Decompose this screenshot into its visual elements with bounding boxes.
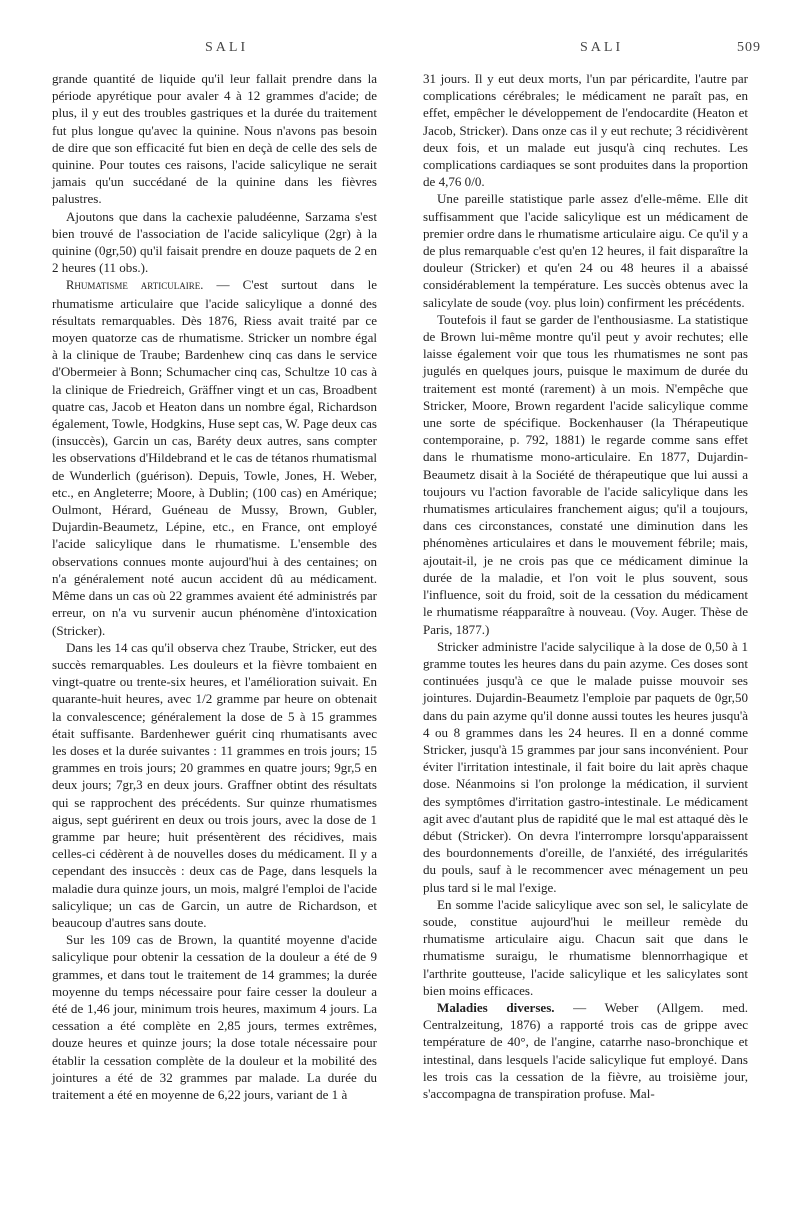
paragraph: Dans les 14 cas qu'il observa chez Traube, Stricker, eut des succès remarquables. Les douleurs et la fièvre tombaient en vingt-quatre ou trente-six heures, et l'amélioration suivait. En quarante-huit heures, avec 1/2 gramme par heure on obtenait la convalescence; généralement la dose de 5 à 15 grammes était suffisante. Bardenhewer guérit cinq rhumatisants avec les doses et la durée suivantes : 11 grammes en trois jours; 15 grammes en trois jours; 20 grammes en quatre jours; 9gr,5 en deux jours; 7gr,3 en deux jours. Graffner obtint des résultats qui se rapprochent des précédents. Sur quinze rhumatismes aigus, sept guérirent en deux ou trois jours, avec la dose de 1 gramme par heure; huit présentèrent des récidives, mais celles-ci cédèrent à de nouvelles doses du médicament. Il y a cependant des insuccès : deux cas de Page, dans lesquels la maladie dura quinze jours, un mois, malgré l'emploi de l'acide salicylique; un cas de Garcin, un autre de Richardson, et beaucoup d'autres sans doute. bbox=[52, 639, 377, 930]
running-head-left: SALI bbox=[205, 40, 249, 55]
paragraph: Sur les 109 cas de Brown, la quantité moyenne d'acide salicylique pour obtenir la cessation de la douleur a été de 9 grammes, et dans tout le traitement de 14 grammes; la durée moyenne du temps nécessaire pour faire cesser la douleur a été de 1,46 jour, minimum trois heures, maximum 4 jours. La cessation a été complète en 2,85 jours, termes extrêmes, douze heures et quinze jours; la dose totale nécessaire pour établir la cessation complète de la douleur et la mobilité des jointures a été de 32 grammes par malade. La durée du traitement a été en moyenne de 6,22 jours, variant de 1 à bbox=[52, 932, 377, 1102]
paragraph: grande quantité de liquide qu'il leur fallait prendre dans la période apyrétique pour avaler 4 à 12 grammes d'acide; de plus, il y eut des troubles gastriques et la durée du traitement fut plus longue qu'avec la quinine. Nous n'avons pas besoin de dire que son efficacité fut bien en deçà de celle des sels de quinine. Pour toutes ces raisons, l'acide salicylique ne serait jamais qu'un succédané de la quinine dans les fièvres palustres. bbox=[52, 71, 377, 207]
paragraph: Ajoutons que dans la cachexie paludéenne, Sarzama s'est bien trouvé de l'association de l'acide salicylique (2gr) à la quinine (0gr,50) qu'il faisait prendre en douze paquets de 2 en 2 heures (11 obs.). bbox=[52, 208, 377, 276]
paragraph: 31 jours. Il y eut deux morts, l'un par péricardite, l'autre par complications cérébrales; le médicament ne paraît pas, en effet, empêcher le développement de l'endocardite (Heaton et Jacob, Stricker). Dans onze cas il y eut rechute; 3 récidivèrent deux fois, et un malade eut jusqu'à cinq rechutes. Les complications cardiaques se sont produites dans la proportion de 4,76 0/0. bbox=[423, 71, 748, 190]
running-head-right: SALI bbox=[580, 40, 624, 55]
paragraph-text: — C'est surtout dans le rhumatisme articulaire que l'acide salicylique a donné des résultats remarquables. Dès 1876, Riess avait traité par ce moyen quatorze cas de rhumatisme. Stricker un nombre égal à la clinique de Traube; Bardenhew cinq cas dans le service d'Obermeier à Bonn; Schumacher cinq cas, Schultze 10 cas à la clinique de Friedreich, Gräffner vingt et un cas, Broadbent quatre cas, Jacob et Heaton dans un nombre égal, Richardson également, Towle, Hodgkins, Huse sept cas, W. Page deux cas (insuccès), Garcin un cas, Baréty deux autres, sans compter les observations d'Hildebrand et le cas de tétanos rhumatismal de Wunderlich (guérison). Depuis, Towle, Jones, H. Weber, etc., en Angleterre; Moore, à Dublin; (100 cas) en Amérique; Oulmont, Hérard, Guéneau de Mussy, Brown, Gubler, Dujardin-Beaumetz, Lépine, etc., en France, ont employé l'acide salicylique dans le rhumatisme. L'ensemble des observations connues monte aujourd'hui à des centaines; on n'a généralement noté aucun accident dû au médicament. Même dans un cas où 22 grammes avaient été administrés par erreur, on n'a vu survenir aucun phénomène d'intoxication (Stricker). bbox=[52, 277, 377, 638]
paragraph bbox=[423, 999, 748, 1102]
page-number: 509 bbox=[737, 40, 761, 55]
section-heading: Maladies diverses. bbox=[437, 999, 555, 1015]
paragraph: Stricker administre l'acide salycilique à la dose de 0,50 à 1 gramme toutes les heures dans du pain azyme. Ces doses sont continuées jusqu'à ce que le malade puisse mouvoir ses jointures. Dujardin-Beaumetz l'emploie par paquets de 0gr,50 dans du pain azyme qu'il donne aussi toutes les heures jusqu'à 4 ou 8 grammes dans les 24 heures. Il en a donné comme Stricker, jusqu'à 15 grammes par jour sans inconvénient. Pour éviter l'irritation intestinale, il fait boire du lait après chaque dose. Néanmoins si l'on prolonge la médication, il survient des symptômes d'irritation gastro-intestinale. Le médicament agit avec d'autant plus de rapidité que le mal est attaqué dès le début (Stricker). On devra l'interrompre lorsqu'apparaissent des bourdonnements d'oreille, de l'anxiété, des irrégularités du pouls, sauf à le recommencer avec ménagement un peu plus tard si le mal l'exige. bbox=[423, 638, 748, 895]
right-column bbox=[423, 70, 748, 1102]
left-column bbox=[52, 70, 377, 1103]
paragraph: Une pareille statistique parle assez d'elle-même. Elle dit suffisamment que l'acide salicylique est un médicament de premier ordre dans le rhumatisme articulaire aigu. Ce qu'il y a de plus remarquable c'est qu'en 12 heures, il fait disparaître la douleur (Stricker) et qu'en 24 ou 48 heures il a abaissé considérablement la température. Les succès obtenus avec la salicylate de soude (voy. plus loin) confirment les précédents. bbox=[423, 191, 748, 310]
paragraph bbox=[52, 276, 377, 638]
paragraph: En somme l'acide salicylique avec son sel, le salicylate de soude, constitue aujourd'hui le meilleur remède du rhumatisme articulaire aigu. Chacun sait que dans le rhumatisme suraigu, le rhumatisme blennorrhagique et l'arthrite goutteuse, l'acide salicylique et les salicylates sont bien moins efficaces. bbox=[423, 896, 748, 998]
section-heading: Rhumatisme articulaire. bbox=[66, 278, 204, 293]
paragraph-text: — Weber (Allgem. med. Centralzeitung, 1876) a rapporté trois cas de grippe avec température de 40°, de l'angine, catarrhe naso-bronchique et intestinal, dans lesquels l'acide salicylique fut employé. Dans les trois cas la cessation de la fièvre, au troisième jour, s'accompagna de transpiration profuse. Mal- bbox=[423, 999, 749, 1101]
paragraph: Toutefois il faut se garder de l'enthousiasme. La statistique de Brown lui-même montre qu'il peut y avoir rechutes; elle laisse également voir que tous les rhumatismes ne sont pas jugulés en quelques jours, puisque le maximum de durée du traitement est monté (rarement) à un mois. N'empêche que Stricker, Moore, Brown regardent l'acide salicylique comme une sorte de spécifique. Bockenhauser (la Thérapeutique contemporaine, p. 792, 1881) le regarde comme sans effet dans le rhumatisme mono-articulaire. En 1877, Dujardin-Beaumetz disait à la Société de thérapeutique que lui aussi a toujours vu l'action favorable de l'acide salicylique dans les rhumatismes articulaires franchement aigus; qu'il a toujours, dans ces circonstances, constaté une diminution dans les phénomènes articulaires et dans le mouvement fébrile; mais, ajoutait-il, je ne crois pas que ce médicament diminue la durée de la maladie, et l'on voit le plus souvent, sous l'influence, soit du froid, soit de la cessation du médicament le rhumatisme réapparaître à nouveau. (Voy. Auger. Thèse de Paris, 1877.) bbox=[423, 311, 748, 637]
